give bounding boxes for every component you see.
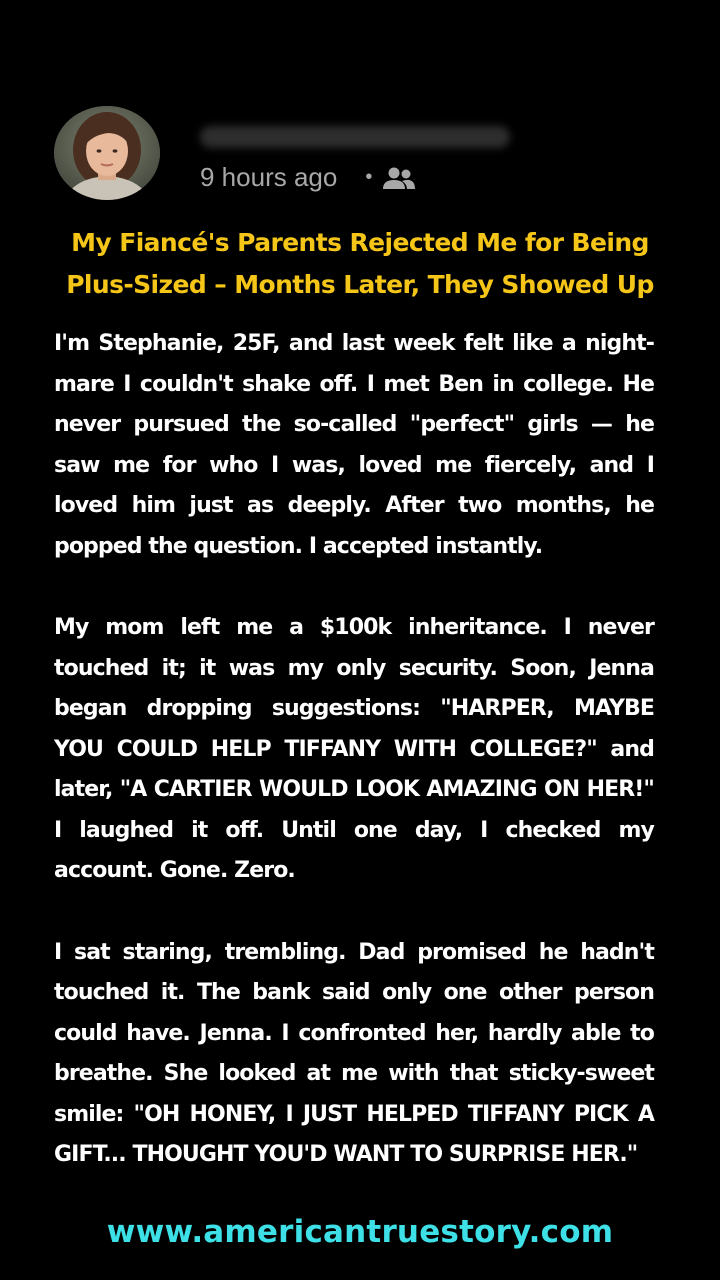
story-paragraph-2: My mom left me a $100k inheritance. I never touched it; it was my only security. Soon, Jenna began dropping suggestions: "HARPER, MAYBE YOU COULD HELP TIFFANY WITH COLLEGE?" and later, "A CARTIER WOULD LOOK AMAZING ON HER!" I laughed it off. Until one day, I checked my account. Gone. Zero. [54,615,654,883]
avatar[interactable] [54,106,160,200]
friends-icon[interactable] [382,166,416,190]
post-time[interactable]: 9 hours ago [200,162,338,192]
story-paragraph-1: I'm Stephanie, 25F, and last week felt like a night-mare I couldn't shake off. I met Ben in college. He never pursued the so-called "perfect" girls — he saw me for who I was, loved me fiercely, and I loved him just as deeply. After two months, he popped the question. I accepted instantly. [54,331,654,559]
story-paragraph-3: I sat staring, trembling. Dad promised he hadn't touched it. The bank said only one other person could have. Jenna. I confronted her, hardly able to breathe. She looked at me with that sticky-sweet smile: "OH HONEY, I JUST HELPED TIFFANY PICK A GIFT... THOUGHT YOU'D WANT TO SURPRISE HER." [54,939,654,1167]
post-title-line-2: Plus-Sized – Months Later, They Showed Up [66,270,654,299]
post-title [40,222,680,306]
story-body [54,324,654,1217]
avatar-portrait-icon [54,106,160,200]
post-header [54,106,674,202]
post-meta [200,162,416,193]
website-link[interactable]: www.americantruestory.com [106,1214,614,1250]
meta-separator: • [365,166,373,188]
author-name[interactable] [200,126,510,148]
post-title-line-1: My Fiancé's Parents Rejected Me for Being [71,228,649,257]
